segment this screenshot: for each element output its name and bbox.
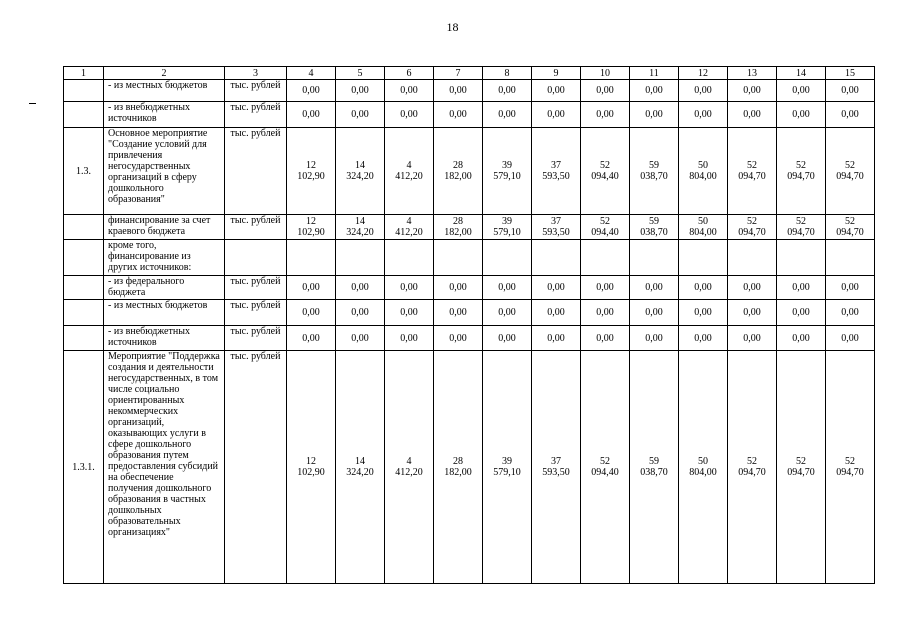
table-cell: 0,00 bbox=[728, 300, 777, 326]
table-cell: 0,00 bbox=[581, 300, 630, 326]
table-cell: 0,00 bbox=[385, 102, 434, 128]
table-cell: 0,00 bbox=[483, 276, 532, 300]
table-cell: 0,00 bbox=[679, 80, 728, 102]
table-cell bbox=[287, 240, 336, 276]
table-cell: 0,00 bbox=[826, 102, 875, 128]
table-cell: 0,00 bbox=[826, 80, 875, 102]
table-cell: 59 038,70 bbox=[630, 351, 679, 584]
table-cell: 0,00 bbox=[336, 102, 385, 128]
table-cell: 0,00 bbox=[581, 80, 630, 102]
table-cell: 0,00 bbox=[532, 300, 581, 326]
table-cell: 0,00 bbox=[434, 102, 483, 128]
table-cell: 52 094,70 bbox=[826, 215, 875, 240]
row-name: кроме того, финансирование из других источников: bbox=[104, 240, 225, 276]
table-row bbox=[64, 351, 875, 584]
column-header: 15 bbox=[826, 67, 875, 80]
table-cell bbox=[826, 240, 875, 276]
table-cell: 0,00 bbox=[581, 276, 630, 300]
table-cell: 39 579,10 bbox=[483, 128, 532, 215]
table-cell: 0,00 bbox=[728, 80, 777, 102]
table-cell: 0,00 bbox=[630, 300, 679, 326]
row-name: - из местных бюджетов bbox=[104, 80, 225, 102]
row-name: - из внебюджетных источников bbox=[104, 102, 225, 128]
table-row bbox=[64, 102, 875, 128]
row-name: - из федерального бюджета bbox=[104, 276, 225, 300]
table-cell: 52 094,70 bbox=[826, 128, 875, 215]
table-cell: 50 804,00 bbox=[679, 215, 728, 240]
table-cell: 0,00 bbox=[287, 276, 336, 300]
table-cell: 59 038,70 bbox=[630, 128, 679, 215]
table-cell: 14 324,20 bbox=[336, 215, 385, 240]
table-cell: 0,00 bbox=[777, 326, 826, 351]
column-header: 8 bbox=[483, 67, 532, 80]
table-cell: 14 324,20 bbox=[336, 351, 385, 584]
table-cell: 52 094,70 bbox=[826, 351, 875, 584]
column-header: 2 bbox=[104, 67, 225, 80]
row-unit: тыс. рублей bbox=[225, 326, 287, 351]
table-row bbox=[64, 128, 875, 215]
row-code bbox=[64, 240, 104, 276]
row-unit bbox=[225, 240, 287, 276]
table-cell: 0,00 bbox=[532, 326, 581, 351]
table-cell: 0,00 bbox=[287, 80, 336, 102]
row-name: финансирование за счет краевого бюджета bbox=[104, 215, 225, 240]
table-cell: 0,00 bbox=[434, 326, 483, 351]
table-header-row bbox=[64, 67, 875, 80]
table-cell bbox=[728, 240, 777, 276]
table-cell: 0,00 bbox=[630, 326, 679, 351]
table-cell: 0,00 bbox=[679, 276, 728, 300]
table-cell: 0,00 bbox=[385, 300, 434, 326]
table-cell: 52 094,40 bbox=[581, 215, 630, 240]
table-cell: 0,00 bbox=[385, 326, 434, 351]
table-cell: 0,00 bbox=[581, 102, 630, 128]
table-cell: 52 094,70 bbox=[777, 128, 826, 215]
table-cell: 52 094,70 bbox=[777, 351, 826, 584]
table-cell: 0,00 bbox=[336, 300, 385, 326]
table-cell: 0,00 bbox=[826, 276, 875, 300]
row-code bbox=[64, 326, 104, 351]
table-cell: 39 579,10 bbox=[483, 351, 532, 584]
table-cell: 0,00 bbox=[581, 326, 630, 351]
table-cell: 0,00 bbox=[679, 102, 728, 128]
table-cell: 12 102,90 bbox=[287, 128, 336, 215]
table-cell: 0,00 bbox=[287, 300, 336, 326]
table-cell: 0,00 bbox=[679, 300, 728, 326]
table-row bbox=[64, 300, 875, 326]
table-cell bbox=[385, 240, 434, 276]
row-name: Основное мероприятие "Создание условий для привлечения негосударственных организаций в сферу дошкольного образования" bbox=[104, 128, 225, 215]
table-cell: 52 094,40 bbox=[581, 351, 630, 584]
row-unit: тыс. рублей bbox=[225, 276, 287, 300]
table-cell bbox=[532, 240, 581, 276]
table-cell: 28 182,00 bbox=[434, 215, 483, 240]
row-unit: тыс. рублей bbox=[225, 102, 287, 128]
table-cell: 14 324,20 bbox=[336, 128, 385, 215]
row-name: - из местных бюджетов bbox=[104, 300, 225, 326]
table-cell: 0,00 bbox=[630, 80, 679, 102]
table-cell bbox=[483, 240, 532, 276]
row-unit: тыс. рублей bbox=[225, 300, 287, 326]
table-cell: 39 579,10 bbox=[483, 215, 532, 240]
table-cell: 0,00 bbox=[826, 300, 875, 326]
table-cell: 0,00 bbox=[336, 80, 385, 102]
table-cell: 12 102,90 bbox=[287, 351, 336, 584]
row-unit: тыс. рублей bbox=[225, 351, 287, 584]
column-header: 9 bbox=[532, 67, 581, 80]
table-cell: 0,00 bbox=[434, 276, 483, 300]
row-code: 1.3. bbox=[64, 128, 104, 215]
table-cell: 28 182,00 bbox=[434, 351, 483, 584]
table-row bbox=[64, 240, 875, 276]
row-unit: тыс. рублей bbox=[225, 80, 287, 102]
table-cell: 50 804,00 bbox=[679, 128, 728, 215]
row-unit: тыс. рублей bbox=[225, 215, 287, 240]
table-cell bbox=[679, 240, 728, 276]
table-cell: 0,00 bbox=[777, 300, 826, 326]
table-cell: 0,00 bbox=[336, 276, 385, 300]
table-cell: 0,00 bbox=[777, 276, 826, 300]
table-cell: 0,00 bbox=[728, 102, 777, 128]
table-row bbox=[64, 276, 875, 300]
table-cell: 50 804,00 bbox=[679, 351, 728, 584]
table-cell: 0,00 bbox=[826, 326, 875, 351]
table-cell bbox=[434, 240, 483, 276]
row-code bbox=[64, 215, 104, 240]
column-header: 14 bbox=[777, 67, 826, 80]
table-cell: 0,00 bbox=[777, 102, 826, 128]
column-header: 13 bbox=[728, 67, 777, 80]
row-code: 1.3.1. bbox=[64, 351, 104, 584]
row-code bbox=[64, 102, 104, 128]
table-cell: 0,00 bbox=[385, 80, 434, 102]
table-cell: 0,00 bbox=[679, 326, 728, 351]
row-name: - из внебюджетных источников bbox=[104, 326, 225, 351]
row-name: Мероприятие "Поддержка создания и деятельности негосударственных, в том числе социально ориентированных некоммерческих организаций, оказывающих услуги в сфере дошкольного образования путем предоставления субсидий на обеспечение получения дошкольного образования в частных дошкольных образовательных организациях" bbox=[104, 351, 225, 584]
table-row bbox=[64, 215, 875, 240]
table-cell: 0,00 bbox=[483, 102, 532, 128]
table-cell bbox=[336, 240, 385, 276]
table-cell: 4 412,20 bbox=[385, 351, 434, 584]
table-cell: 0,00 bbox=[630, 276, 679, 300]
table-cell: 59 038,70 bbox=[630, 215, 679, 240]
table-cell: 52 094,70 bbox=[728, 215, 777, 240]
budget-table bbox=[63, 66, 875, 584]
column-header: 10 bbox=[581, 67, 630, 80]
table-cell: 0,00 bbox=[728, 326, 777, 351]
table-cell: 0,00 bbox=[385, 276, 434, 300]
table-cell: 0,00 bbox=[728, 276, 777, 300]
table-cell: 12 102,90 bbox=[287, 215, 336, 240]
table-cell: 37 593,50 bbox=[532, 215, 581, 240]
column-header: 7 bbox=[434, 67, 483, 80]
table-cell: 52 094,40 bbox=[581, 128, 630, 215]
row-code bbox=[64, 80, 104, 102]
column-header: 5 bbox=[336, 67, 385, 80]
table-row bbox=[64, 326, 875, 351]
table-cell: 0,00 bbox=[630, 102, 679, 128]
column-header: 12 bbox=[679, 67, 728, 80]
row-unit: тыс. рублей bbox=[225, 128, 287, 215]
table-cell: 52 094,70 bbox=[777, 215, 826, 240]
column-header: 11 bbox=[630, 67, 679, 80]
table-cell bbox=[630, 240, 679, 276]
table-cell: 0,00 bbox=[532, 102, 581, 128]
table-cell: 0,00 bbox=[287, 102, 336, 128]
table-cell: 52 094,70 bbox=[728, 351, 777, 584]
margin-mark bbox=[29, 103, 36, 104]
column-header: 1 bbox=[64, 67, 104, 80]
table-cell: 0,00 bbox=[777, 80, 826, 102]
row-code bbox=[64, 276, 104, 300]
table-cell: 0,00 bbox=[483, 326, 532, 351]
table-cell: 0,00 bbox=[483, 80, 532, 102]
table-cell: 0,00 bbox=[287, 326, 336, 351]
table-cell: 0,00 bbox=[483, 300, 532, 326]
table-cell: 28 182,00 bbox=[434, 128, 483, 215]
table-cell: 4 412,20 bbox=[385, 215, 434, 240]
table-cell: 0,00 bbox=[434, 80, 483, 102]
column-header: 6 bbox=[385, 67, 434, 80]
table-cell: 37 593,50 bbox=[532, 128, 581, 215]
table-cell: 0,00 bbox=[434, 300, 483, 326]
page-number: 18 bbox=[446, 20, 459, 34]
table-cell: 0,00 bbox=[532, 80, 581, 102]
table-cell: 0,00 bbox=[532, 276, 581, 300]
column-header: 4 bbox=[287, 67, 336, 80]
table-cell: 52 094,70 bbox=[728, 128, 777, 215]
table-cell bbox=[777, 240, 826, 276]
table-cell bbox=[581, 240, 630, 276]
table-cell: 37 593,50 bbox=[532, 351, 581, 584]
table-cell: 4 412,20 bbox=[385, 128, 434, 215]
column-header: 3 bbox=[225, 67, 287, 80]
table-row bbox=[64, 80, 875, 102]
table-cell: 0,00 bbox=[336, 326, 385, 351]
row-code bbox=[64, 300, 104, 326]
